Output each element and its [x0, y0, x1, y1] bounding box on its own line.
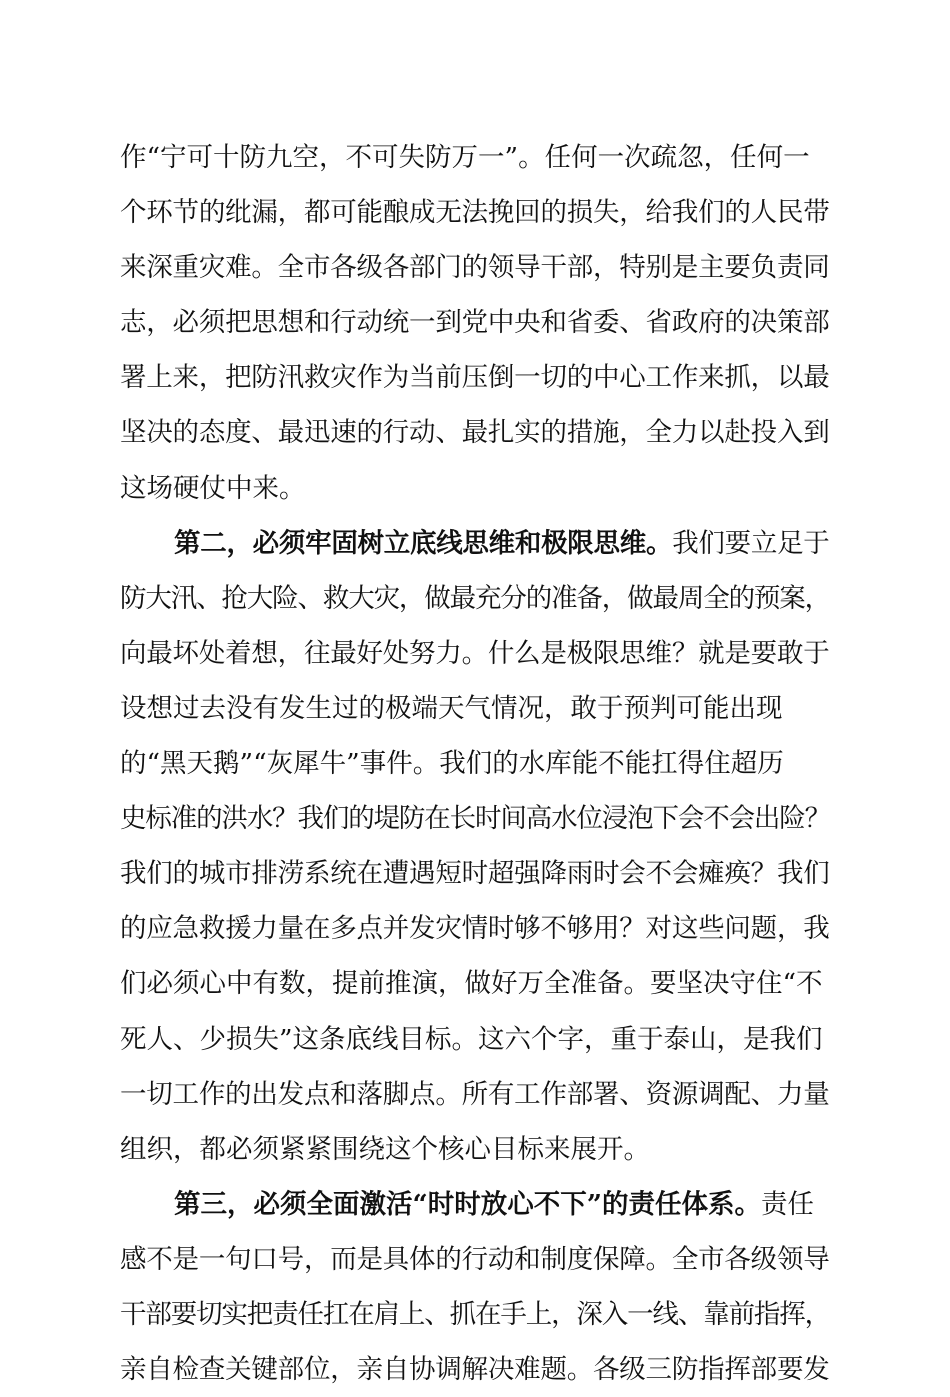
text-line: 署上来，把防汛救灾作为当前压倒一切的中心工作来抓，以最 [120, 362, 830, 394]
text-line: 的“黑天鹅”“灰犀牛”事件。我们的水库能不能扛得住超历 [120, 748, 784, 780]
text-line: 干部要切实把责任扛在肩上、抓在手上，深入一线、靠前指挥， [120, 1298, 830, 1330]
text-line: 亲自检查关键部位，亲自协调解决难题。各级三防指挥部要发 [120, 1354, 830, 1386]
text-line: 的应急救援力量在多点并发灾情时够不够用？对这些问题，我 [120, 913, 830, 945]
text-line: 死人、少损失”这条底线目标。这六个字，重于泰山，是我们 [120, 1023, 823, 1055]
text-line: 坚决的态度、最迅速的行动、最扎实的措施，全力以赴投入到 [120, 417, 830, 449]
text-line: 感不是一句口号，而是具体的行动和制度保障。全市各级领导 [120, 1243, 830, 1275]
text-line: 我们的城市排涝系统在遭遇短时超强降雨时会不会瘫痪？我们 [120, 858, 830, 890]
text-line: 们必须心中有数，提前推演，做好万全准备。要坚决守住“不 [120, 968, 823, 1000]
text-line: 组织，都必须紧紧围绕这个核心目标来展开。 [120, 1133, 650, 1165]
text-line: 这场硬仗中来。 [120, 472, 306, 504]
section-heading-three: 第三，必须全面激活“时时放心不下”的责任体系。 [174, 1188, 761, 1220]
paragraph-two-heading-line: 第二，必须牢固树立底线思维和极限思维。我们要立足于 [174, 527, 830, 559]
text-line: 史标准的洪水？我们的堤防在长时间高水位浸泡下会不会出险？ [120, 803, 830, 835]
text-line: 设想过去没有发生过的极端天气情况，敢于预判可能出现 [120, 692, 783, 724]
text-line: 一切工作的出发点和落脚点。所有工作部署、资源调配、力量 [120, 1078, 830, 1110]
section-heading-two: 第二，必须牢固树立底线思维和极限思维。 [174, 527, 673, 559]
text-line: 个环节的纰漏，都可能酿成无法挽回的损失，给我们的人民带 [120, 197, 830, 229]
text-line: 防大汛、抢大险、救大灾，做最充分的准备，做最周全的预案， [120, 582, 830, 614]
paragraph-three-heading-line: 第三，必须全面激活“时时放心不下”的责任体系。责任 [174, 1188, 814, 1220]
text-line: 志，必须把思想和行动统一到党中央和省委、省政府的决策部 [120, 307, 830, 339]
body-text [120, 130, 830, 1397]
text-line: 作“宁可十防九空，不可失防万一”。任何一次疏忽，任何一 [120, 142, 810, 173]
text-line: 来深重灾难。全市各级各部门的领导干部，特别是主要负责同 [120, 252, 830, 284]
text-line: 向最坏处着想，往最好处努力。什么是极限思维？就是要敢于 [120, 637, 830, 669]
